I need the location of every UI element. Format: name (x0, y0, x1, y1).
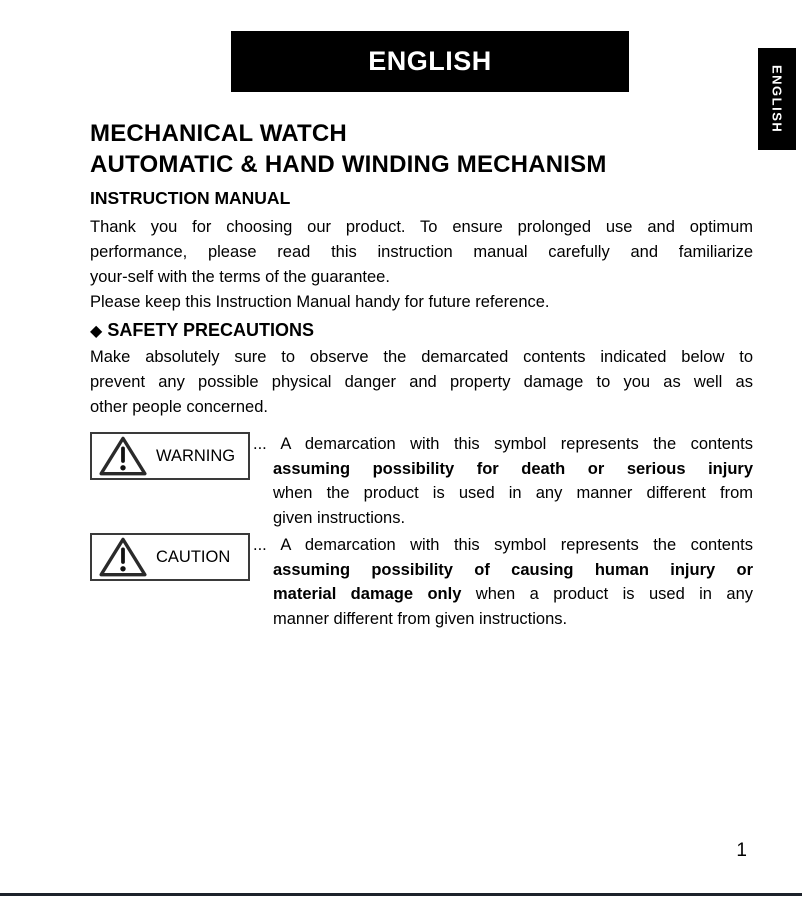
intro-line: performance, please read this instruction manual carefully and familiarize (90, 243, 753, 261)
intro-line: your-self with the terms of the guarantee. (90, 268, 390, 286)
keep-manual-note: Please keep this Instruction Manual handy for future reference. (90, 293, 550, 311)
language-side-tab-label: ENGLISH (769, 64, 785, 134)
intro-line: Thank you for choosing our product. To ensure prolonged use and optimum (90, 218, 753, 236)
warning-triangle-icon (97, 536, 149, 578)
warning-triangle-icon (97, 435, 149, 477)
language-side-tab (758, 48, 796, 150)
page-title (90, 118, 753, 180)
safety-line: Make absolutely sure to observe the demarcated contents indicated below to (90, 348, 753, 366)
warning-desc-line: when the product is used in any manner different from (273, 484, 753, 502)
safety-line: prevent any possible physical danger and property damage to you as well as (90, 373, 753, 391)
caution-desc-line: assuming possibility of causing human injury or (273, 560, 753, 579)
warning-description (253, 432, 753, 530)
warning-label: WARNING (156, 446, 236, 465)
leader-dots: ... (253, 435, 267, 453)
diamond-bullet-icon: ◆ (90, 323, 103, 340)
safety-line: other people concerned. (90, 398, 268, 416)
safety-paragraph (90, 345, 753, 420)
leader-dots: ... (253, 536, 267, 554)
caution-desc-line: material damage only when a product is used in any (273, 585, 753, 603)
language-banner (231, 31, 629, 92)
language-banner-label: ENGLISH (368, 46, 492, 76)
page-content (90, 118, 753, 631)
warning-sign-box (90, 432, 250, 480)
caution-label: CAUTION (156, 547, 231, 566)
bottom-rule-divider (0, 893, 802, 896)
warning-desc-line: given instructions. (273, 508, 406, 527)
warning-desc-line: assuming possibility for death or serious injury (273, 459, 753, 478)
instruction-manual-heading: INSTRUCTION MANUAL (90, 188, 291, 208)
page-title-line2: AUTOMATIC & HAND WINDING MECHANISM (90, 151, 607, 178)
page-title-line1: MECHANICAL WATCH (90, 120, 347, 147)
caution-row (90, 533, 753, 631)
caution-description (253, 533, 753, 631)
caution-sign-box (90, 533, 250, 581)
intro-paragraph (90, 215, 753, 315)
safety-precautions-heading (90, 319, 753, 343)
caution-desc-line: ... A demarcation with this symbol represents the contents (253, 536, 753, 554)
warning-row (90, 432, 753, 530)
safety-precautions-heading-label: SAFETY PRECAUTIONS (107, 320, 315, 340)
page-number: 1 (736, 840, 747, 861)
warning-desc-line: ... A demarcation with this symbol represents the contents (253, 435, 753, 453)
caution-desc-line: manner different from given instructions. (273, 609, 568, 628)
